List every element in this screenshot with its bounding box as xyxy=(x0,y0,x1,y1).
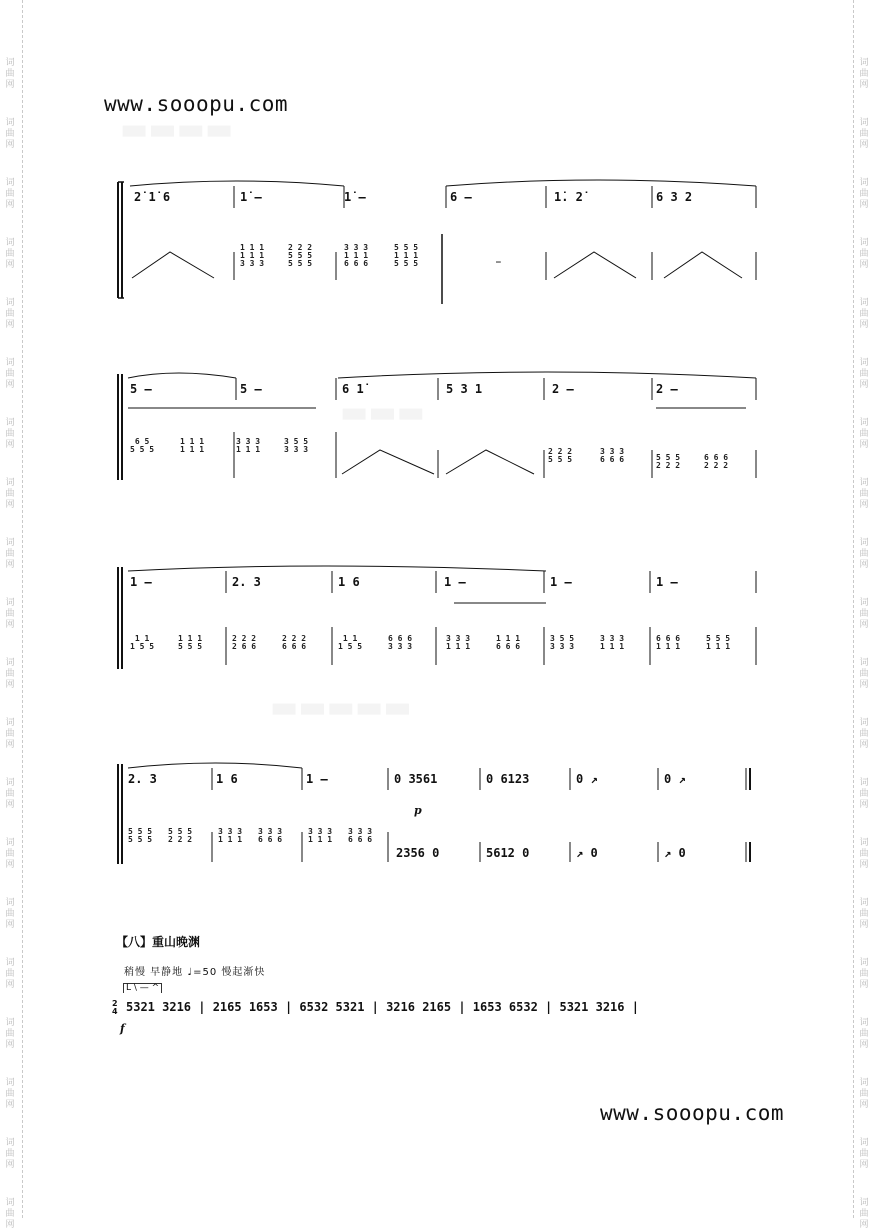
melody-measure: 6 3 2 xyxy=(656,190,693,204)
melody-measure: 1 – xyxy=(306,772,328,786)
melody-measure: 1 – xyxy=(550,575,572,589)
side-watermark-mark: 词 曲 网 xyxy=(5,958,15,990)
side-watermark-mark: 词 曲 网 xyxy=(859,58,869,90)
dynamic-piano: p xyxy=(414,804,422,817)
melody-measure: 5 3 1 xyxy=(446,382,483,396)
fingering-bracket: L \ — ^ xyxy=(123,983,162,993)
side-watermark-mark: 词 曲 网 xyxy=(5,418,15,450)
side-watermark-mark: 词 曲 网 xyxy=(5,298,15,330)
melody-measure: 0 6123 xyxy=(486,772,530,786)
right-margin-strip xyxy=(853,0,876,1230)
side-watermark-mark: 词 曲 网 xyxy=(859,1018,869,1050)
side-watermark-mark: 词 曲 网 xyxy=(859,658,869,690)
melody-measure: 2 – xyxy=(552,382,574,396)
site-url-bottom: www.sooopu.com xyxy=(600,1101,785,1125)
melody-measure: 1 6 xyxy=(338,575,360,589)
accomp-chord: 5 5 5 1 1 1 5 5 5 xyxy=(394,243,419,268)
side-watermark-mark: 词 曲 网 xyxy=(859,838,869,870)
side-watermark-mark: 词 曲 网 xyxy=(5,1018,15,1050)
left-margin-strip xyxy=(0,0,23,1230)
side-watermark-mark: 词 曲 网 xyxy=(859,298,869,330)
side-watermark-mark: 词 曲 网 xyxy=(859,358,869,390)
side-watermark-mark: 词 曲 网 xyxy=(5,778,15,810)
melody-measure: 5 – xyxy=(130,382,152,396)
side-watermark-mark: 词 曲 网 xyxy=(5,238,15,270)
side-watermark-mark: 词 曲 网 xyxy=(859,718,869,750)
accomp-chord: 5 5 5 1 1 1 xyxy=(706,634,731,651)
accomp-chord: 5 5 5 2 2 2 xyxy=(656,453,681,470)
accomp-chord: 3 3 3 1 1 1 xyxy=(236,437,261,454)
accomp-chord: 1 1 1 1 1 1 xyxy=(180,437,205,454)
side-watermark-mark: 词 曲 网 xyxy=(5,838,15,870)
accomp-chord: 1 1 1 5 5 xyxy=(130,634,155,651)
accomp-chord: 3 3 3 1 1 1 xyxy=(218,827,243,844)
side-watermark-mark: 词 曲 网 xyxy=(5,598,15,630)
side-watermark-mark: 词 曲 网 xyxy=(859,778,869,810)
side-watermark-mark: 词 曲 网 xyxy=(5,58,15,90)
accomp-chord: 3 3 3 1 1 1 xyxy=(308,827,333,844)
melody-measure: 1̇ – xyxy=(344,190,366,204)
score-system-1 xyxy=(116,178,761,308)
accomp-chord: 2 2 2 5 5 5 xyxy=(548,447,573,464)
accomp-chord: 5 5 5 5 5 5 xyxy=(128,827,153,844)
faint-watermark: ▬▬▬▬▬ xyxy=(270,690,412,725)
side-watermark-mark: 词 曲 网 xyxy=(859,478,869,510)
faint-watermark: ▬▬▬▬ xyxy=(120,112,234,147)
side-watermark-mark: 词 曲 网 xyxy=(859,418,869,450)
melody-measure: 1 – xyxy=(444,575,466,589)
accomp-chord: 1 1 1 5 5 5 xyxy=(178,634,203,651)
side-watermark-mark: 词 曲 网 xyxy=(5,478,15,510)
side-watermark-mark: 词 曲 网 xyxy=(5,358,15,390)
accomp-chord: 3 3 3 6 6 6 xyxy=(258,827,283,844)
melody-measure: 1 – xyxy=(656,575,678,589)
melody-measure: 1̇ – xyxy=(240,190,262,204)
side-watermark-mark: 词 曲 网 xyxy=(859,538,869,570)
faint-watermark: ▬▬▬ xyxy=(340,395,426,430)
accomp-measure: 5612 0 xyxy=(486,846,530,860)
time-signature xyxy=(112,1000,118,1016)
melody-measure: 0 3561 xyxy=(394,772,438,786)
accomp-measure: ↗ 0 xyxy=(664,846,686,860)
side-watermark-mark: 词 曲 网 xyxy=(859,958,869,990)
melody-measure: 0 ↗ xyxy=(576,772,598,786)
accomp-chord: 3 3 3 1 1 1 6 6 6 xyxy=(344,243,369,268)
melody-line: 5321 3216 | 2165 1653 | 6532 5321 | 3216 2165 | 1653 6532 | 5321 3216 | xyxy=(126,1000,639,1014)
side-watermark-mark: 词 曲 网 xyxy=(859,1138,869,1170)
side-watermark-mark: 词 曲 网 xyxy=(859,118,869,150)
accomp-chord: 3 3 3 1 1 1 xyxy=(446,634,471,651)
accomp-chord: 3 5 5 3 3 3 xyxy=(550,634,575,651)
accomp-chord: 6 6 6 2 2 2 xyxy=(704,453,729,470)
side-watermark-mark: 词 曲 网 xyxy=(5,1138,15,1170)
accomp-measure: ↗ 0 xyxy=(576,846,598,860)
side-watermark-mark: 词 曲 网 xyxy=(5,898,15,930)
melody-measure: 0 ↗ xyxy=(664,772,686,786)
accomp-chord: 6 6 6 1 1 1 xyxy=(656,634,681,651)
accomp-chord: 3 5 5 3 3 3 xyxy=(284,437,309,454)
accomp-chord: 6 6 6 3 3 3 xyxy=(388,634,413,651)
side-watermark-mark: 词 曲 网 xyxy=(5,538,15,570)
side-watermark-mark: 词 曲 网 xyxy=(859,1198,869,1230)
time-signature-top: 2 xyxy=(112,999,118,1008)
tempo-marking: 稍慢 早静地 ♩=50 慢起渐快 xyxy=(124,967,266,978)
melody-measure: 2. 3 xyxy=(232,575,261,589)
melody-measure: 5 – xyxy=(240,382,262,396)
side-watermark-mark: 词 曲 网 xyxy=(859,238,869,270)
site-url-top: www.sooopu.com xyxy=(104,92,289,116)
melody-measure: 1 – xyxy=(130,575,152,589)
melody-measure: 1 6 xyxy=(216,772,238,786)
accomp-rest: – xyxy=(496,257,501,266)
side-watermark-mark: 词 曲 网 xyxy=(5,1078,15,1110)
accomp-chord: 3 3 3 6 6 6 xyxy=(600,447,625,464)
accomp-chord: 6 5 5 5 5 xyxy=(130,437,155,454)
score-system-2 xyxy=(116,370,761,485)
side-watermark-mark: 词 曲 网 xyxy=(859,898,869,930)
side-watermark-mark: 词 曲 网 xyxy=(5,658,15,690)
melody-measure: 6 1̇ xyxy=(342,382,364,396)
melody-measure: 2. 3 xyxy=(128,772,157,786)
accomp-chord: 1 1 1 6 6 6 xyxy=(496,634,521,651)
side-watermark-mark: 词 曲 网 xyxy=(5,1198,15,1230)
side-watermark-mark: 词 曲 网 xyxy=(5,718,15,750)
accomp-chord: 3 3 3 6 6 6 xyxy=(348,827,373,844)
melody-measure: 1̇. 2̇ xyxy=(554,190,583,204)
melody-measure: 2 – xyxy=(656,382,678,396)
accomp-chord: 2 2 2 5 5 5 5 5 5 xyxy=(288,243,313,268)
side-watermark-mark: 词 曲 网 xyxy=(859,598,869,630)
side-watermark-mark: 词 曲 网 xyxy=(5,118,15,150)
accomp-chord: 1 1 1 1 1 1 3 3 3 xyxy=(240,243,265,268)
melody-measure: 6 – xyxy=(450,190,472,204)
side-watermark-mark: 词 曲 网 xyxy=(5,178,15,210)
score-system-4 xyxy=(116,762,761,872)
dynamic-forte: f xyxy=(120,1022,125,1035)
melody-measure: 2̇ 1̇ 6 xyxy=(134,190,171,204)
score-system-3 xyxy=(116,565,761,675)
accomp-chord: 1 1 1 5 5 xyxy=(338,634,363,651)
accomp-chord: 2 2 2 6 6 6 xyxy=(282,634,307,651)
accomp-chord: 5 5 5 2 2 2 xyxy=(168,827,193,844)
accomp-chord: 2 2 2 2 6 6 xyxy=(232,634,257,651)
side-watermark-mark: 词 曲 网 xyxy=(859,178,869,210)
section-title: 【八】重山晚渊 xyxy=(116,935,201,949)
time-signature-bottom: 4 xyxy=(112,1007,118,1016)
accomp-chord: 3 3 3 1 1 1 xyxy=(600,634,625,651)
accomp-measure: 2356 0 xyxy=(396,846,440,860)
side-watermark-mark: 词 曲 网 xyxy=(859,1078,869,1110)
